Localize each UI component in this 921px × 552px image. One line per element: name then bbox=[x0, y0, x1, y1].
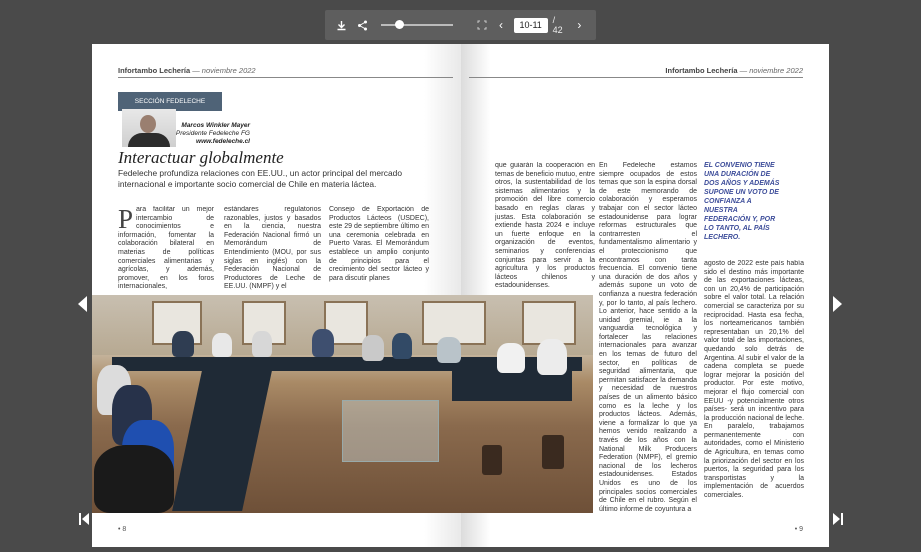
download-icon[interactable] bbox=[335, 18, 348, 32]
pull-quote: EL CONVENIO TIENE UNA DURACIÓN DE DOS AÑOS Y ADEMÁS SUPONE UN VOTO DE CONFIANZA A NUESTRA FEDERACIÓN Y, POR LO TANTO, AL PAÍS LECHERO. bbox=[704, 162, 780, 241]
page-number-left: • 8 bbox=[118, 526, 127, 533]
header-divider bbox=[118, 77, 453, 78]
zoom-slider[interactable] bbox=[381, 24, 453, 26]
issue-date: — noviembre 2022 bbox=[192, 66, 256, 75]
chevron-right-icon[interactable] bbox=[832, 295, 844, 316]
article-column-7: agosto de 2022 este país había sido el destino más importante de las exportaciones lácteas, con un 20,4% de participación sobre el valor total. La relación comercial se caracteriza por su reciprocidad. Hasta esa fecha, los norteamericanos también representaban un 20,1% del valor total de las importaciones, quedando solo detrás de Argentina. Al subir el valor de la cadena completa se puede lograr mejorar la posición del productor. Por este motivo, mejorar el flujo comercial con EEUU -y potencialmente otros países- será un incentivo para la producción nacional de leche. En paralelo, trabajamos permanentemente con autoridades, como el Ministerio de Agricultura, en temas como la priorización del sector en los puertos, la seguridad para los transportistas y la implementación de acuerdos comerciales. bbox=[704, 260, 804, 500]
previous-page-icon[interactable]: ‹ bbox=[499, 18, 504, 32]
share-icon[interactable] bbox=[356, 18, 369, 32]
drop-cap: P bbox=[118, 206, 134, 234]
page-number-right: • 9 bbox=[794, 526, 803, 533]
article-column-2: estándares regulatorios razonables, justos y basados en la ciencia, nuestra Federación Nacional firmó un Memorándum de Entendimiento (MOU, por sus siglas en inglés) con la Federación Nacional de Productores de Leche de EE.UU. (NMPF) y el bbox=[224, 206, 321, 291]
page-header-left bbox=[118, 66, 256, 75]
article-column-3: Consejo de Exportación de Productos Lácteos (USDEC), este 29 de septiembre último en una ceremonia celebrada en Puerto Varas. El Memorándum establece un amplio conjunto de principios para el crecimiento del sector lácteo y para discutir planes bbox=[329, 206, 429, 282]
article-lead: Fedeleche profundiza relaciones con EE.UU., un actor principal del mercado internacional e importante socio comercial de Chile en materia láctea. bbox=[118, 168, 402, 189]
brand-name: Infortambo bbox=[118, 66, 158, 75]
brand-name: Infortambo bbox=[665, 66, 705, 75]
page-total: / 42 bbox=[552, 15, 563, 35]
meeting-photo bbox=[92, 295, 593, 513]
author-block bbox=[176, 122, 250, 146]
author-name: Marcos Winkler Mayer bbox=[181, 122, 250, 129]
page-number-input[interactable]: 10-11 bbox=[514, 18, 548, 33]
zoom-slider-knob[interactable] bbox=[395, 20, 404, 29]
article-column-6: En Fedeleche estamos siempre ocupados de estos temas que son la espina dorsal de este memorando de colaboración y esperamos trabajar con el sector lácteo estadounidense para lograr reformas estructurales que contrarresten el fundamentalismo alimentario y el proteccionismo que encontramos con tanta frecuencia. El convenio tiene una duración de dos años y además supone un voto de confianza a nuestra federación y, por lo tanto, al país lechero. Lo anterior, hace sentido a la unidad gremial, ie a la vanguardia tecnológica y fortalecer las relaciones internacionales para avanzar en los temas de futuro del sector, en políticas de seguridad alimentaria, que permitan satisfacer la demanda y necesidad de nuestros países de un alimento básico como es la leche y los productos lácteos. Además, viene a formalizar lo que ya hemos venido realizando a través de los años con la National Milk Producers Federation (NMPF), el gremio nacional de los lecheros estadounidenses. Estados Unidos es uno de los principales socios comerciales de Chile en el rubro. Según el último informe de coyuntura a bbox=[599, 162, 697, 513]
article-title: Interactuar globalmente bbox=[118, 148, 284, 167]
article-column-1: Para facilitar un mejor intercambio de conocimientos e información, fomentar la colaboración bilateral en materias de políticas comerciales alimentarias y agrícolas, y además, promover, en los foros internacionales, bbox=[118, 206, 214, 291]
header-divider bbox=[469, 77, 803, 78]
chevron-left-icon[interactable] bbox=[76, 295, 88, 316]
brand-section: Lechería bbox=[706, 66, 738, 75]
viewer-toolbar bbox=[325, 10, 596, 40]
author-role: Presidente Fedeleche FG bbox=[175, 130, 250, 137]
author-photo bbox=[122, 109, 176, 147]
first-page-icon[interactable] bbox=[78, 512, 90, 528]
article-column-5: que guiarán la cooperación en temas de beneficio mutuo, entre otros, la sustentabilidad de los sistemas alimentarios y la promoción del libre comercio basado en reglas claras y justas. Esta colaboración se extiende hasta 2024 e incluye un fuerte enfoque en la organización de eventos, seminarios y conferencias conjuntas para servir a la agricultura y los productos lácteos chilenos y estadounidenses. bbox=[495, 162, 595, 290]
brand-section: Lechería bbox=[159, 66, 191, 75]
next-page-icon[interactable]: › bbox=[577, 18, 582, 32]
author-website: www.fedeleche.cl bbox=[196, 138, 250, 145]
issue-date: — noviembre 2022 bbox=[739, 66, 803, 75]
page-header-right bbox=[665, 66, 803, 75]
section-tag: SECCIÓN FEDELECHE bbox=[118, 92, 222, 111]
fullscreen-icon[interactable] bbox=[475, 18, 488, 32]
last-page-icon[interactable] bbox=[832, 512, 844, 528]
